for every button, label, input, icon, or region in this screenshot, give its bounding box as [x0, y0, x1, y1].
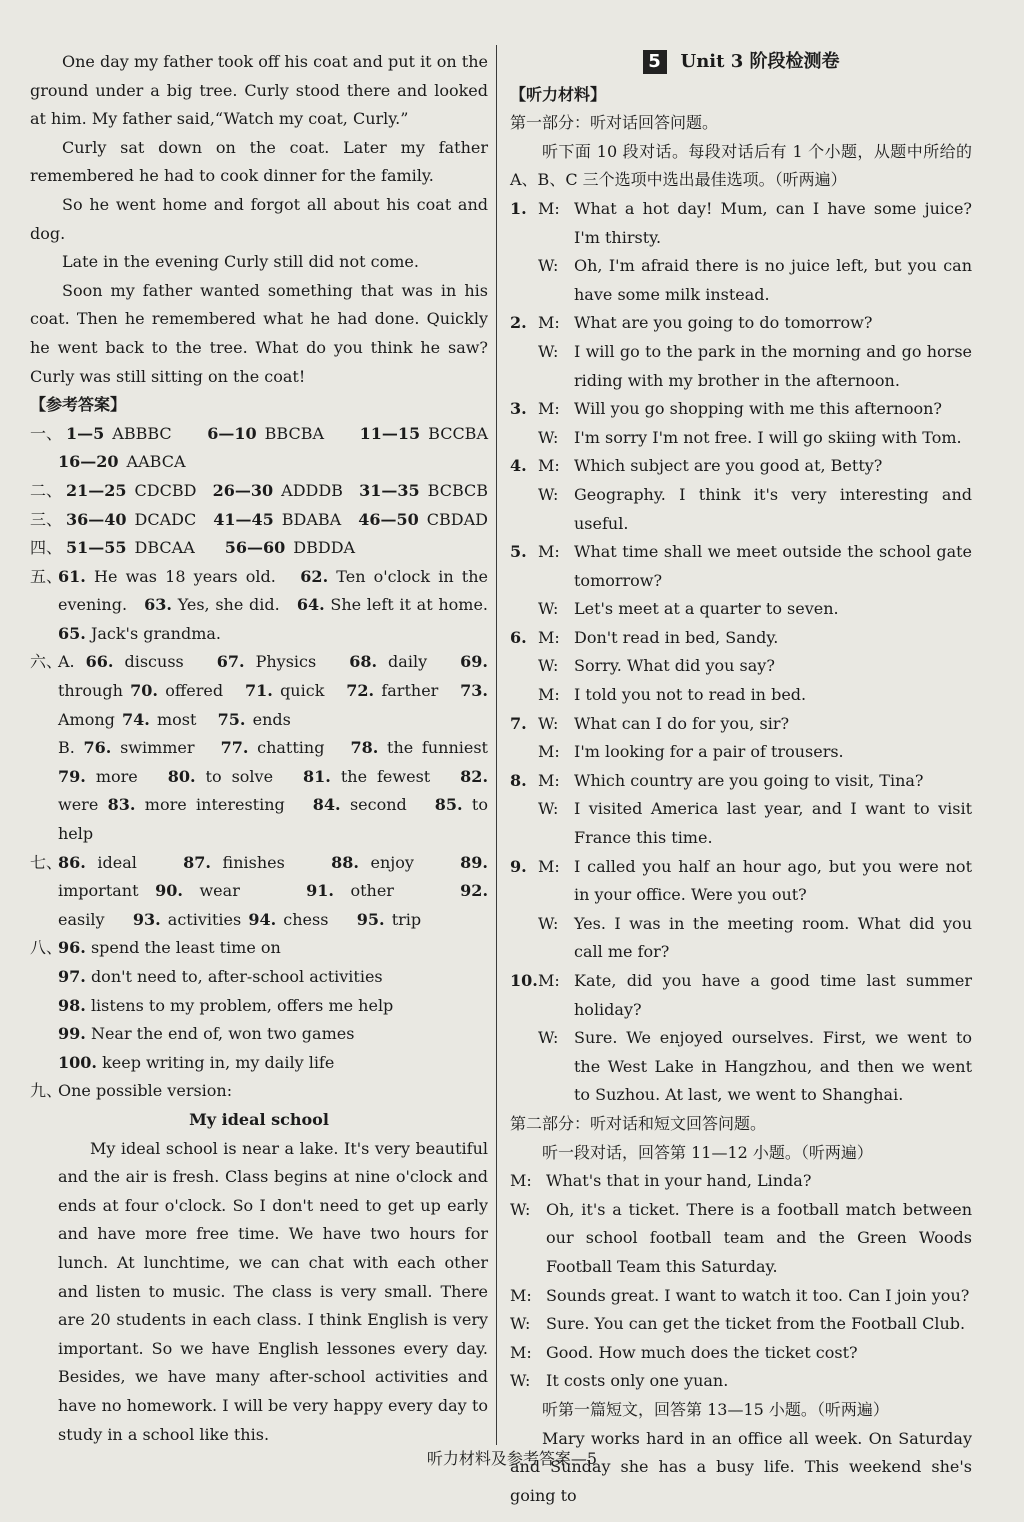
speaker-label: M: [510, 1342, 532, 1362]
dialogue-text: Which subject are you good at, Betty? [574, 456, 883, 476]
answer-num: 69. [460, 652, 488, 672]
section-lead: 一、 [30, 423, 63, 443]
passage1-instructions: 听第一篇短文，回答第 13—15 小题。（听两遍） [542, 1399, 889, 1419]
answer-text: listens to my problem, offers me help [90, 995, 394, 1015]
dialogue-number [510, 738, 538, 767]
dialogue-line [510, 767, 972, 796]
right-column [510, 48, 972, 1510]
answer-key: ABBBC [112, 423, 172, 443]
answer-num: 83. [107, 795, 136, 815]
answer-text: important [58, 881, 139, 901]
answer-num: 72. [346, 681, 375, 701]
answer-key: BDABA [281, 509, 342, 529]
dialogue-line [510, 1339, 972, 1368]
answer-text: wear [199, 881, 240, 901]
answer-text: Among [58, 709, 115, 729]
answer-range: 16—20 [58, 452, 119, 472]
unit-title: Unit 3 阶段检测卷 [680, 51, 840, 72]
dialogue-line [510, 1310, 972, 1339]
answer-text: the funniest [387, 738, 488, 758]
dialogue-number [510, 652, 538, 681]
answer-num: 100. [58, 1052, 97, 1072]
answer-key: CBDAD [426, 509, 488, 529]
dialogue-line [510, 967, 972, 1024]
dialogue-number [510, 1024, 538, 1110]
dialogue-text: What's that in your hand, Linda? [546, 1171, 812, 1191]
essay-body: My ideal school is near a lake. It's very beautiful and the air is fresh. Class begins at nine o'clock and ends at four o'clock. So I don't need to get up early and have more free time. We have two hours for lunch. At lunchtime, we can chat with each other and listen to music. The class is very small. There are 20 students in each class. I think English is very important. So we have English lessones every day. Besides, we have many after-school activities and have no homework. I will be very happy every day to study in a school like this. [58, 1138, 488, 1444]
essay-title: My ideal school [189, 1109, 329, 1129]
answer-num: 82. [460, 766, 489, 786]
dialogue-text: Oh, I'm afraid there is no juice left, but you can have some milk instead. [574, 256, 972, 304]
answer-num: 81. [303, 766, 331, 786]
answer-text: Near the end of, won two games [90, 1024, 355, 1044]
dialogue-line [510, 738, 972, 767]
story-paragraph: Soon my father wanted something that was in his coat. Then he remembered what he had done. Quickly he went back to the tree. What do you think he saw? Curly was still sitting on the coat! [30, 280, 488, 386]
dialogue-text: It costs only one yuan. [546, 1371, 729, 1391]
story-paragraph: One day my father took off his coat and put it on the ground under a big tree. Curly stood there and looked at him. My father said,“Watch my coat, Curly.” [30, 52, 488, 129]
answer-range: 46—50 [358, 509, 419, 529]
dialogue-text: I told you not to read in bed. [574, 685, 807, 705]
speaker-label: W: [538, 256, 559, 276]
answer-range: 31—35 [359, 480, 420, 500]
dialogue-line [510, 395, 972, 424]
speaker-label: W: [510, 1199, 531, 1219]
section-lead: 六、 [30, 652, 63, 672]
dialogue-text: I will go to the park in the morning and go horse riding with my brother in the afternoon. [574, 341, 972, 390]
dialogue-line [510, 1282, 972, 1311]
dialogue-line [510, 652, 972, 681]
speaker-label: M: [538, 542, 560, 562]
answer-num: 90. [155, 881, 183, 901]
answer-num: 75. [217, 709, 246, 729]
answer-text: Jack's grandma. [90, 623, 222, 643]
speaker-label: M: [538, 685, 560, 705]
answer-text: She left it at home. [330, 595, 489, 615]
section-lead: 五、 [30, 566, 63, 586]
answer-text: quick [280, 681, 325, 701]
answer-text: keep writing in, my daily life [102, 1052, 335, 1072]
answer-range: 11—15 [359, 423, 421, 443]
answer-num: 89. [460, 852, 488, 872]
essay [30, 1135, 488, 1450]
dialogue-number: 10. [510, 971, 538, 990]
answer-key: CDCBD [134, 480, 197, 500]
answer-text: spend the least time on [90, 938, 281, 958]
answer-text: discuss [124, 652, 184, 672]
answer-text: farther [381, 681, 439, 701]
dialogue-line [510, 424, 972, 453]
dialogue-text: Good. How much does the ticket cost? [546, 1342, 858, 1362]
section-lead: 七、 [30, 852, 63, 872]
answer-text: chess [283, 909, 329, 929]
answer-num: 67. [216, 652, 245, 672]
answer-text: more interesting [144, 795, 285, 815]
dialogue-number: 3. [510, 399, 527, 419]
answer-key: BCCBA [428, 423, 488, 443]
page-footer: 听力材料及参考答案—5 [426, 1449, 598, 1468]
answer-row [30, 477, 488, 506]
dialogue-text: Yes. I was in the meeting room. What did you call me for? [574, 913, 972, 962]
answer-num: 86. [58, 852, 86, 872]
dialogue-line [510, 1024, 972, 1110]
speaker-label: W: [538, 799, 559, 819]
answer-num: 61. [58, 566, 86, 586]
part2-instructions: 听一段对话，回答第 11—12 小题。（听两遍） [542, 1142, 873, 1162]
dialogue-line [510, 1196, 972, 1282]
answer-range: 26—30 [212, 480, 274, 500]
answer-num: 63. [144, 595, 172, 615]
answer-text: through [58, 681, 123, 701]
answer-num: 71. [244, 681, 273, 701]
answer-text: ideal [97, 852, 137, 872]
dialogue-line [510, 1367, 972, 1396]
dialogue-text: Geography. I think it's very interesting and useful. [574, 484, 972, 533]
dialogue-number [510, 595, 538, 624]
dialogue-line [510, 624, 972, 653]
speaker-label: W: [538, 599, 559, 619]
dialogue-number: 1. [510, 198, 527, 218]
listening-title: 【听力材料】 [510, 84, 607, 104]
answer-key: ADDDB [281, 480, 343, 500]
answer-num: 87. [183, 852, 211, 872]
column-divider [496, 45, 497, 1445]
part-label: A. [58, 652, 75, 672]
answer-num: 77. [220, 738, 249, 758]
speaker-label: M: [510, 1285, 532, 1305]
answer-key: BCBCB [427, 480, 488, 500]
answer-range: 41—45 [213, 509, 274, 529]
answer-row [30, 534, 488, 563]
answer-num: 96. [58, 938, 86, 958]
dialogue-text: I visited America last year, and I want to visit France this time. [574, 799, 972, 848]
unit-badge: 5 [643, 50, 667, 74]
answer-num: 92. [460, 881, 489, 901]
answer-text: most [156, 709, 197, 729]
answer-text: enjoy [370, 852, 414, 872]
answer-key: DCADC [134, 509, 197, 529]
answer-num: 94. [248, 909, 277, 929]
dialogue-line [510, 710, 972, 739]
answer-num: 74. [122, 709, 150, 729]
dialogue-text: Which country are you going to visit, Tina? [574, 770, 924, 790]
section-lead: 四、 [30, 538, 63, 558]
dialogue-number: 4. [510, 456, 527, 476]
answer-range: 51—55 [66, 538, 127, 558]
answer-range: 6—10 [207, 423, 257, 443]
answer-row [30, 506, 488, 535]
answer-range: 1—5 [66, 423, 105, 443]
dialogue-line [510, 595, 972, 624]
section-lead: 八、 [30, 938, 63, 958]
dialogue-text: I'm looking for a pair of trousers. [574, 742, 844, 762]
answer-row [30, 420, 488, 449]
answer-text: to help [58, 795, 488, 844]
speaker-label: W: [510, 1314, 531, 1334]
dialogue-line [510, 538, 972, 595]
answer-num: 79. [58, 766, 86, 786]
dialogue-text: I'm sorry I'm not free. I will go skiing with Tom. [574, 427, 962, 447]
dialogue-text: Sounds great. I want to watch it too. Can I join you? [546, 1285, 970, 1305]
dialogue-number: 9. [510, 856, 527, 876]
dialogue-line [510, 252, 972, 309]
left-column [30, 48, 488, 1449]
answer-text: second [349, 795, 407, 815]
answer-text: Physics [255, 652, 317, 672]
answer-text: One possible version: [58, 1081, 233, 1101]
answer-text: finishes [222, 852, 285, 872]
answer-text: other [350, 881, 394, 901]
answer-block [30, 1077, 488, 1106]
speaker-label: M: [538, 742, 560, 762]
answer-text: don't need to, after-school activities [90, 967, 383, 986]
answer-key: BBCBA [264, 423, 325, 443]
answer-key: DBDDA [293, 538, 356, 558]
answer-block [30, 849, 488, 935]
dialogue-text: I called you half an hour ago, but you were not in your office. Were you out? [574, 856, 972, 905]
dialogue-text: Don't read in bed, Sandy. [574, 627, 779, 647]
speaker-label: W: [538, 341, 559, 361]
section-lead: 三、 [30, 509, 63, 529]
speaker-label: M: [538, 456, 560, 476]
speaker-label: M: [538, 399, 560, 419]
dialogue-text: Kate, did you have a good time last summer holiday? [574, 971, 972, 1019]
answer-text: activities [167, 909, 242, 929]
speaker-label: W: [538, 1028, 559, 1048]
section-lead: 二、 [30, 480, 63, 500]
dialogue-text: What time shall we meet outside the school gate tomorrow? [574, 542, 972, 590]
answers-title: 【参考答案】 [30, 395, 127, 415]
part1-instructions: 听下面 10 段对话。每段对话后有 1 个小题，从题中所给的 A、B、C 三个选项中选出最佳选项。（听两遍） [510, 141, 972, 190]
dialogue-text: Will you go shopping with me this afternoon? [574, 399, 942, 419]
answer-block [30, 563, 488, 649]
answer-num: 78. [350, 738, 379, 758]
speaker-label: W: [538, 427, 559, 447]
dialogue-number [510, 681, 538, 710]
part1-title: 第一部分：听对话回答问题。 [510, 113, 719, 133]
speaker-label: M: [538, 198, 560, 218]
answer-num: 80. [167, 766, 196, 786]
answer-range: 36—40 [66, 509, 127, 529]
answer-range: 21—25 [66, 480, 127, 500]
story-paragraph: Late in the evening Curly still did not come. [62, 252, 419, 272]
dialogue-line [510, 481, 972, 538]
dialogue-number: 6. [510, 627, 527, 647]
dialogue-number [510, 252, 538, 309]
answer-num: 65. [58, 623, 86, 643]
passage1-text: Mary works hard in an office all week. On Saturday and Sunday she has a busy life. This weekend she's going to [510, 1428, 972, 1505]
dialogue-block [510, 1167, 972, 1396]
unit-header [510, 48, 972, 77]
answer-num: 98. [58, 995, 86, 1015]
answer-num: 88. [331, 852, 359, 872]
answer-text: more [95, 766, 138, 786]
dialogue-number [510, 338, 538, 395]
answer-text: He was 18 years old. [94, 566, 276, 586]
answer-text: were [58, 795, 99, 815]
dialogue-text: Sorry. What did you say? [574, 656, 775, 676]
section-lead: 九、 [30, 1081, 63, 1101]
answer-row [30, 448, 488, 477]
dialogue-number [510, 424, 538, 453]
answer-text: Ten o'clock in the evening. [58, 566, 488, 615]
answer-block [30, 648, 488, 848]
dialogue-line [510, 338, 972, 395]
answer-num: 95. [356, 909, 385, 929]
answer-text: trip [391, 909, 422, 929]
speaker-label: W: [510, 1371, 531, 1391]
dialogue-number: 5. [510, 542, 527, 562]
dialogue-number: 7. [510, 713, 527, 733]
answer-num: 84. [312, 795, 341, 815]
answer-num: 99. [58, 1024, 86, 1044]
speaker-label: W: [538, 656, 559, 676]
dialogue-number: 8. [510, 770, 527, 790]
answer-num: 62. [300, 566, 329, 586]
part2-title: 第二部分：听对话和短文回答问题。 [510, 1113, 767, 1133]
dialogue-text: What a hot day! Mum, can I have some juice? I'm thirsty. [574, 198, 972, 247]
dialogue-text: Let's meet at a quarter to seven. [574, 599, 839, 619]
speaker-label: M: [538, 770, 560, 790]
answer-text: ends [252, 709, 291, 729]
dialogue-line [510, 681, 972, 710]
answer-num: 73. [460, 681, 488, 701]
dialogue-number [510, 910, 538, 967]
dialogue-line [510, 910, 972, 967]
story-paragraph: So he went home and forgot all about his coat and dog. [30, 194, 488, 243]
answer-text: swimmer [120, 738, 195, 758]
dialogue-number [510, 481, 538, 538]
answer-num: 70. [130, 681, 158, 701]
dialogue-number [510, 795, 538, 852]
speaker-label: M: [538, 856, 560, 876]
speaker-label: M: [538, 971, 560, 990]
answer-text: the fewest [340, 766, 431, 786]
part-label: B. [58, 738, 75, 758]
answer-range: 56—60 [224, 538, 286, 558]
answer-num: 93. [132, 909, 161, 929]
dialogue-line [510, 1167, 972, 1196]
story-paragraph: Curly sat down on the coat. Later my father remembered he had to cook dinner for the family. [30, 137, 488, 186]
dialogue-text: Oh, it's a ticket. There is a football match between our school football team and the Green Woods Football Team this Saturday. [546, 1199, 972, 1276]
answer-key: DBCAA [134, 538, 195, 558]
dialogue-list [510, 195, 972, 1110]
speaker-label: W: [538, 484, 559, 504]
answer-num: 76. [83, 738, 112, 758]
speaker-label: M: [538, 313, 560, 333]
answer-text: chatting [257, 738, 325, 758]
answer-num: 97. [58, 967, 86, 986]
dialogue-line [510, 309, 972, 338]
dialogue-text: What can I do for you, sir? [574, 713, 790, 733]
answer-text: Yes, she did. [177, 595, 280, 615]
answer-text: easily [58, 909, 105, 929]
speaker-label: M: [510, 1171, 532, 1191]
answer-text: daily [388, 652, 428, 672]
dialogue-line [510, 195, 972, 252]
answer-text: to solve [205, 766, 274, 786]
answer-num: 68. [349, 652, 378, 672]
speaker-label: W: [538, 913, 559, 933]
answer-text: offered [165, 681, 224, 701]
dialogue-line [510, 853, 972, 910]
dialogue-number: 2. [510, 313, 527, 333]
dialogue-text: Sure. We enjoyed ourselves. First, we went to the West Lake in Hangzhou, and then we went to Suzhou. At last, we went to Shanghai. [574, 1028, 972, 1105]
dialogue-line [510, 795, 972, 852]
answer-num: 64. [296, 595, 325, 615]
answer-num: 66. [85, 652, 114, 672]
dialogue-text: Sure. You can get the ticket from the Football Club. [546, 1314, 966, 1334]
answer-key: AABCA [126, 452, 186, 472]
answer-block [30, 934, 488, 1077]
speaker-label: M: [538, 627, 560, 647]
answer-num: 91. [306, 881, 334, 901]
answer-num: 85. [434, 795, 463, 815]
speaker-label: W: [538, 713, 559, 733]
dialogue-line [510, 452, 972, 481]
dialogue-text: What are you going to do tomorrow? [574, 313, 873, 333]
